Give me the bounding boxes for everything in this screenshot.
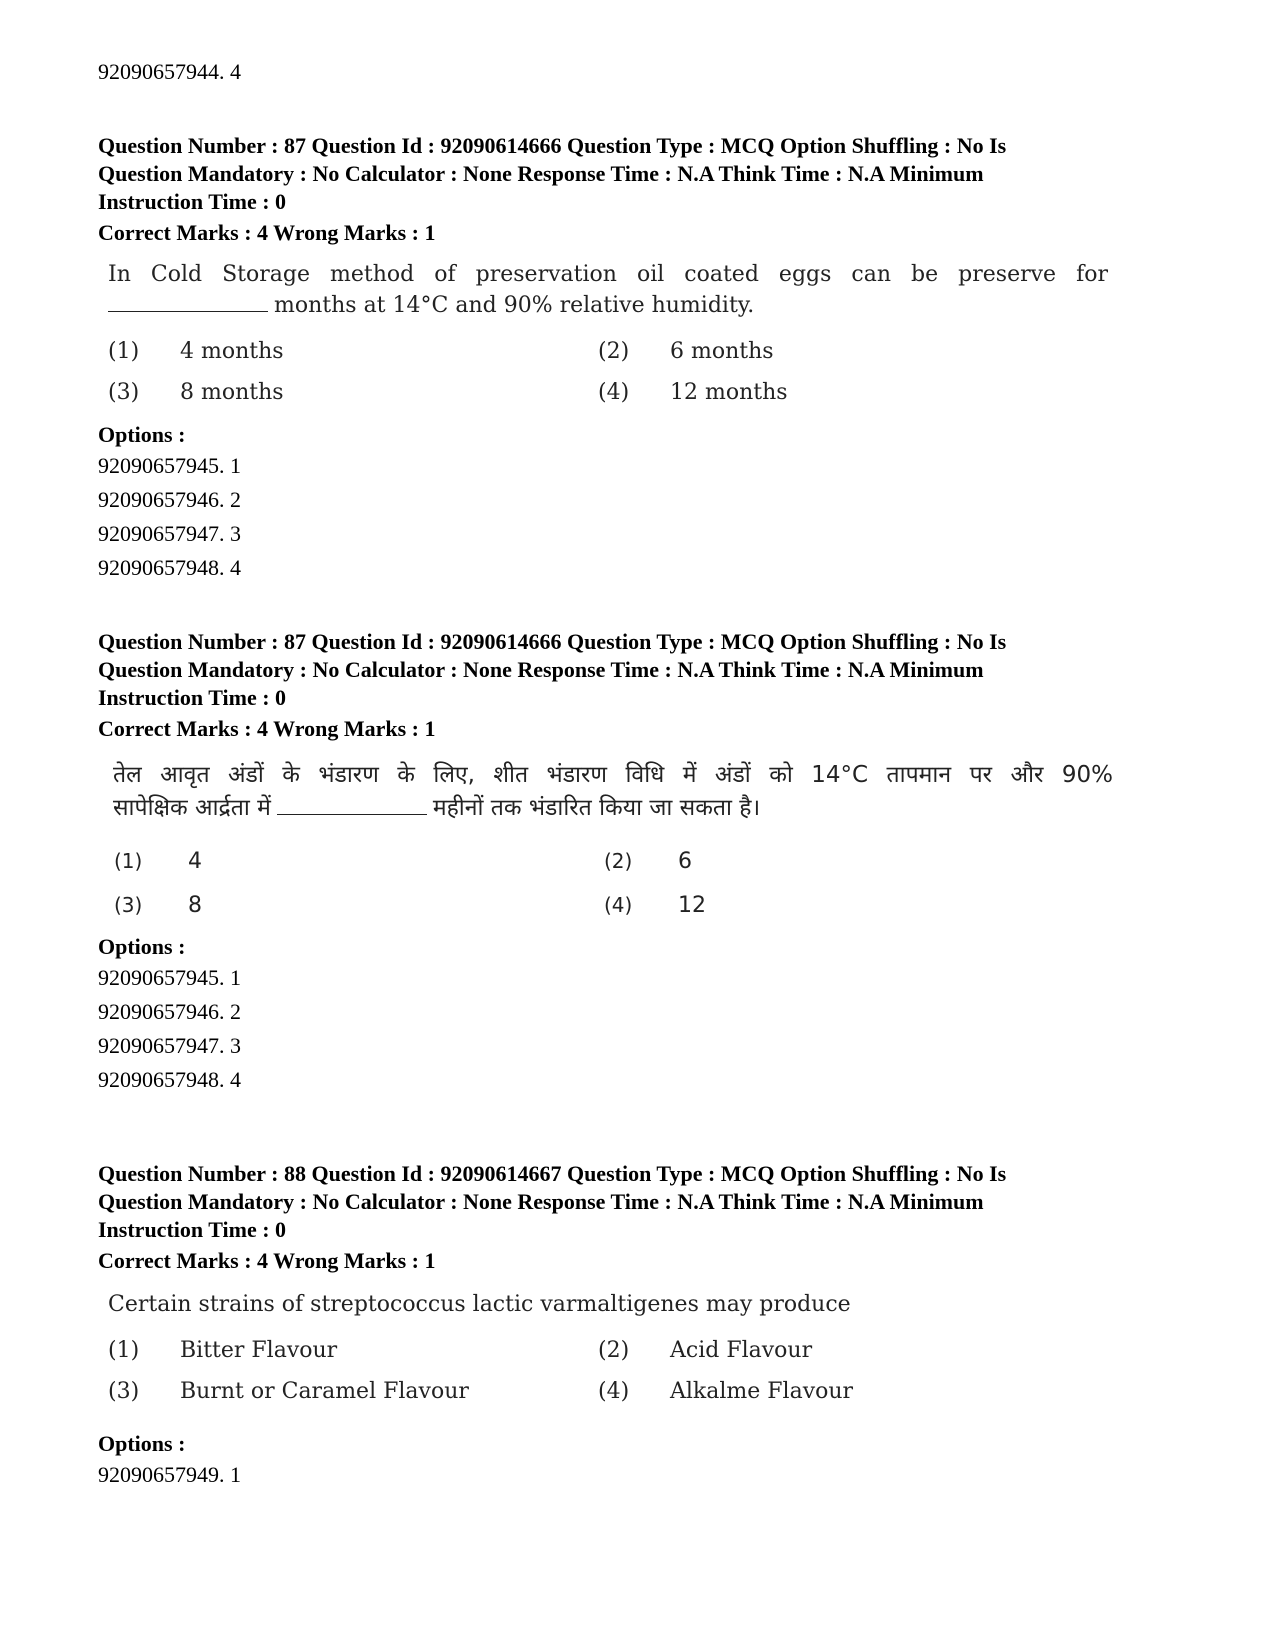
meta-line: Question Number : 87 Question Id : 92090614666 Question Type : MCQ Option Shuffling : No Is [98,629,1007,654]
choice-item [114,839,604,883]
option-line: 92090657949. 1 [98,1462,241,1487]
meta-line: Question Mandatory : No Calculator : None Response Time : N.A Think Time : N.A Minimum [98,161,984,186]
choice-item [598,1371,1088,1412]
question-line [108,290,1108,321]
choice-text: 6 [678,848,692,874]
question-block [98,1160,1188,1492]
answer-choices [108,1330,1188,1412]
choice-number: (1) [114,849,143,873]
choice-number: (3) [108,380,140,405]
question-block [98,132,1188,585]
option-line: 92090657945. 1 [98,453,241,478]
choice-number: (1) [108,1338,140,1363]
choice-text: 8 months [180,380,284,405]
choice-number: (2) [604,849,633,873]
option-line: 92090657946. 2 [98,487,241,512]
choice-text: Acid Flavour [670,1338,813,1363]
option-line: 92090657944. 4 [98,59,241,84]
choice-item [108,331,598,372]
choice-item [598,1330,1088,1371]
question-line: In Cold Storage method of preservation oil coated eggs can be preserve for [108,262,1108,287]
choice-item [108,1330,598,1371]
question-text [108,259,1108,321]
meta-line: Question Mandatory : No Calculator : None Response Time : N.A Think Time : N.A Minimum [98,1189,984,1214]
option-line: 92090657946. 2 [98,999,241,1024]
choice-number: (2) [598,339,630,364]
choice-number: (3) [108,1379,140,1404]
marks-line: Correct Marks : 4 Wrong Marks : 1 [98,1248,436,1273]
answer-choices [114,839,1188,927]
meta-line: Instruction Time : 0 [98,685,287,710]
question-meta [98,1160,1188,1244]
option-line: 92090657948. 4 [98,1067,241,1092]
choice-item [604,839,1094,883]
choice-item [598,331,1088,372]
answer-blank [108,293,268,312]
question-line-text: महीनों तक भंडारित किया जा सकता है। [432,795,761,821]
choice-number: (2) [598,1338,630,1363]
question-line [113,792,1113,825]
choice-text: 4 months [180,339,284,364]
choice-text: Burnt or Caramel Flavour [180,1379,469,1404]
question-block [98,628,1188,1097]
choice-item [108,1371,598,1412]
answer-choices [108,331,1188,413]
choice-text: 6 months [670,339,774,364]
marks-line: Correct Marks : 4 Wrong Marks : 1 [98,716,436,741]
options-label: Options : [98,934,186,959]
question-line-text: months at 14°C and 90% relative humidity. [274,293,755,318]
options-label: Options : [98,1431,186,1456]
option-line: 92090657948. 4 [98,555,241,580]
option-line: 92090657947. 3 [98,521,241,546]
choice-item [108,372,598,413]
choice-text: 4 [188,848,202,874]
meta-line: Question Number : 88 Question Id : 92090614667 Question Type : MCQ Option Shuffling : No Is [98,1161,1007,1186]
answer-blank [277,796,427,815]
option-line: 92090657947. 3 [98,1033,241,1058]
choice-number: (3) [114,893,143,917]
question-line-text: सापेक्षिक आर्द्रता में [113,795,271,821]
question-meta [98,132,1188,216]
choice-text: 12 months [670,380,788,405]
question-meta [98,628,1188,712]
choice-number: (4) [604,893,633,917]
meta-line: Question Number : 87 Question Id : 92090614666 Question Type : MCQ Option Shuffling : No Is [98,133,1007,158]
meta-line: Instruction Time : 0 [98,1217,287,1242]
question-text: Certain strains of streptococcus lactic varmaltigenes may produce [108,1292,851,1317]
choice-item [604,883,1094,927]
choice-text: 12 [678,892,706,918]
choice-item [598,372,1088,413]
question-line: तेल आवृत अंडों के भंडारण के लिए, शीत भंडारण विधि में अंडों को 14°C तापमान पर और 90% [113,762,1113,788]
question-text [113,759,1113,825]
choice-number: (1) [108,339,140,364]
option-line: 92090657945. 1 [98,965,241,990]
meta-line: Question Mandatory : No Calculator : None Response Time : N.A Think Time : N.A Minimum [98,657,984,682]
choice-item [114,883,604,927]
choice-number: (4) [598,1379,630,1404]
marks-line: Correct Marks : 4 Wrong Marks : 1 [98,220,436,245]
options-label: Options : [98,422,186,447]
choice-number: (4) [598,380,630,405]
choice-text: Alkalme Flavour [670,1379,854,1404]
choice-text: Bitter Flavour [180,1338,338,1363]
choice-text: 8 [188,892,202,918]
meta-line: Instruction Time : 0 [98,189,287,214]
